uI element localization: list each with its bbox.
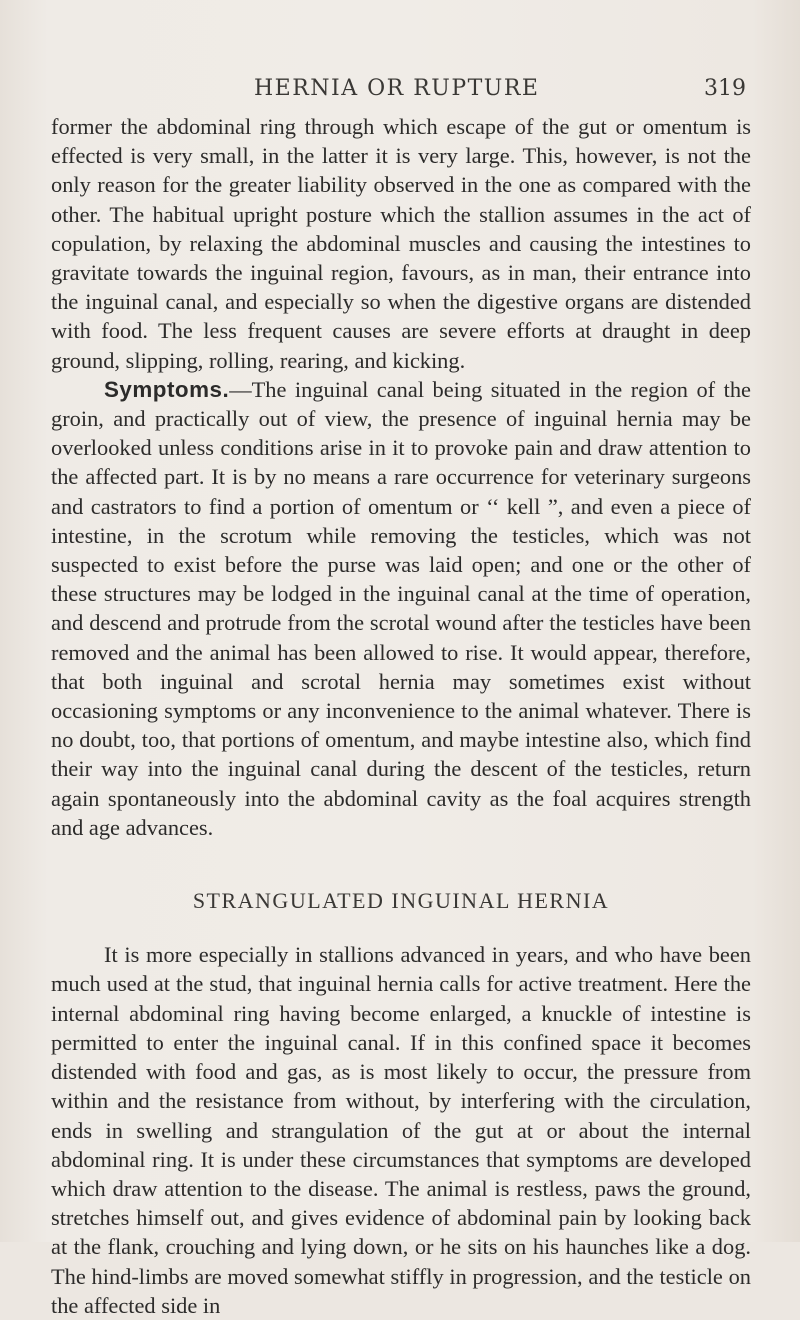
running-header xyxy=(0,76,800,106)
symptoms-text: —The inguinal canal being situated in the region of the groin, and practically out of view, the presence of inguinal hernia may be overlooked unless conditions arise in it to provoke pain and draw attention to the affected part. It is by no means a rare occurrence for veterinary surgeons and castrators to find a portion of omentum or ‘‘ kell ”, and even a piece of intestine, in the scrotum while removing the testicles, which was not suspected to exist before the purse was laid open; and one or the other of these structures may be lodged in the inguinal canal at the time of operation, and descend and protrude from the scrotal wound after the testicles have been removed and the animal has been allowed to rise. It would appear, therefore, that both inguinal and scrotal hernia may sometimes exist without occasioning symptoms or any inconvenience to the animal whatever. There is no doubt, too, that portions of omentum, and maybe intestine also, which find their way into the inguinal canal during the descent of the testicles, return again spontaneously into the abdominal cavity as the foal acquires strength and age advances. xyxy=(51,376,751,840)
section-heading: STRANGULATED INGUINAL HERNIA xyxy=(192,888,610,914)
paragraph-continuation: former the abdominal ring through which escape of the gut or omentum is effected is very small, in the latter it is very large. This, however, is not the only reason for the greater liability observed in the one as compared with the other. The habitual upright posture which the stallion assumes in the act of copulation, by relaxing the abdominal muscles and causing the intestines to gravitate towards the inguinal region, favours, as in man, their entrance into the inguinal canal, and especially so when the digestive organs are distended with food. The less frequent causes are severe efforts at draught in deep ground, slipping, rolling, rearing, and kicking. xyxy=(51,114,751,373)
body-text xyxy=(51,112,751,1320)
running-title: HERNIA OR RUPTURE xyxy=(254,76,540,101)
page-number: 319 xyxy=(704,76,746,101)
paragraph-strangulated: It is more especially in stallions advanced in years, and who have been much used at the stud, that inguinal hernia calls for active treatment. Here the internal abdominal ring having become enlarged, a knuckle of intestine is permitted to enter the inguinal canal. If in this confined space it becomes distended with food and gas, as is most likely to occur, the pressure from within and the resistance from without, by interfering with the circulation, ends in swelling and strangulation of the gut at or about the internal abdominal ring. It is under these circumstances that symptoms are developed which draw attention to the disease. The animal is restless, paws the ground, stretches himself out, and gives evidence of abdominal pain by looking back at the flank, crouching and lying down, or he sits on his haunches like a dog. The hind-limbs are moved somewhat stiffly in progression, and the testicle on the affected side in xyxy=(51,942,751,1318)
symptoms-side-heading: Symptoms. xyxy=(104,376,230,402)
paragraph-symptoms xyxy=(51,375,751,842)
